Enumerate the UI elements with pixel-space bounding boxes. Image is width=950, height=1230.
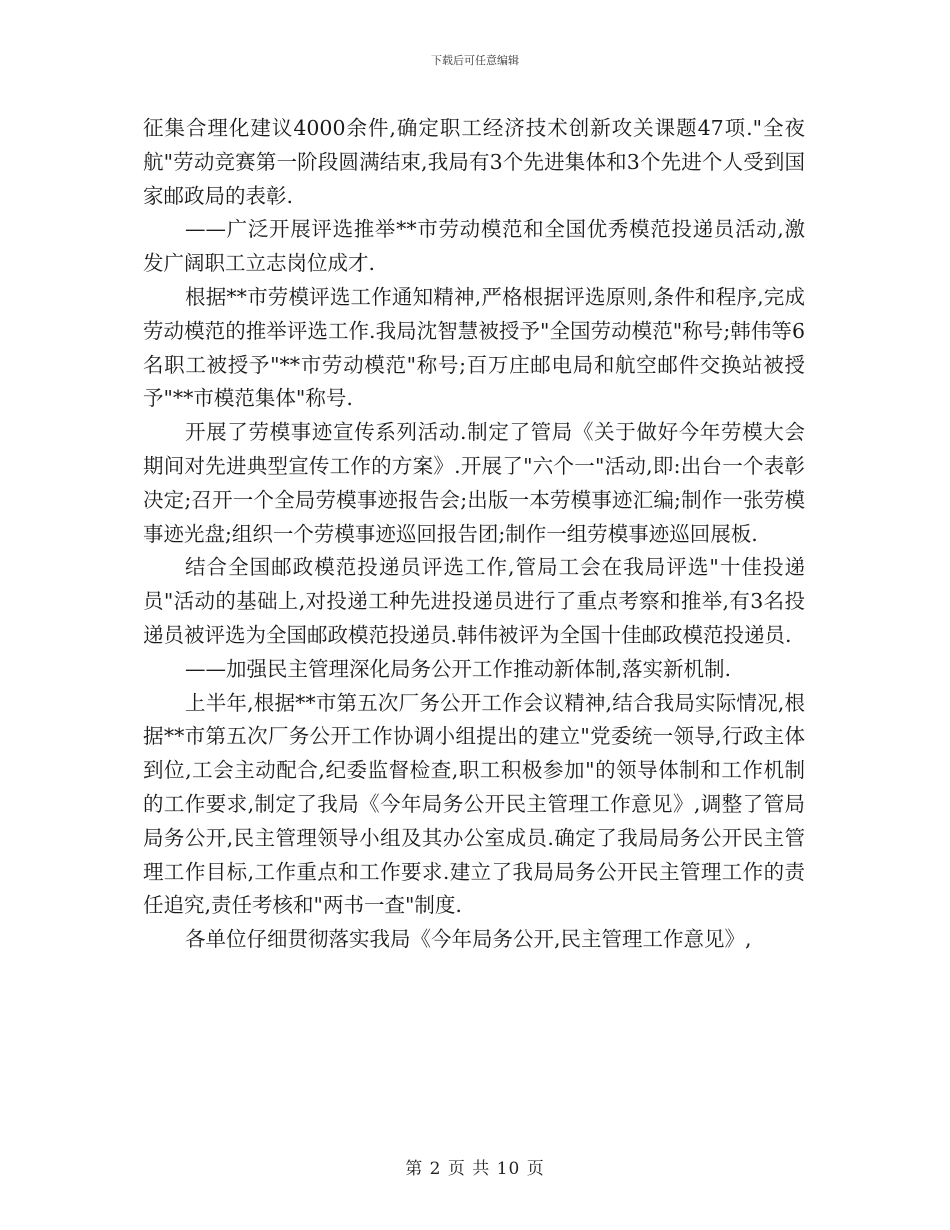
paragraph-5: 结合全国邮政模范投递员评选工作,管局工会在我局评选"十佳投递员"活动的基础上,对投递工种先进投递员进行了重点考察和推举,有3名投递员被评选为全国邮政模范投递员.韩伟被评为全国十佳邮政模范投递员.	[143, 555, 805, 647]
paragraph-8: 各单位仔细贯彻落实我局《今年局务公开,民主管理工作意见》,	[185, 927, 752, 952]
document-body	[143, 112, 805, 957]
page-header: 下载后可任意编辑	[431, 54, 519, 67]
paragraph-7: 上半年,根据**市第五次厂务公开工作会议精神,结合我局实际情况,根据**市第五次厂务公开工作协调小组提出的建立"党委统一领导,行政主体到位,工会主动配合,纪委监督检查,职工积极参加"的领导体制和工作机制的工作要求,制定了我局《今年局务公开民主管理工作意见》,调整了管局局务公开,民主管理领导小组及其办公室成员.确定了我局局务公开民主管理工作目标,工作重点和工作要求.建立了我局局务公开民主管理工作的责任追究,责任考核和"两书一查"制度.	[143, 690, 805, 918]
paragraph-6: ——加强民主管理深化局务公开工作推动新体制,落实新机制.	[185, 656, 732, 681]
paragraph-4: 开展了劳模事迹宣传系列活动.制定了管局《关于做好今年劳模大会期间对先进典型宣传工作的方案》.开展了"六个一"活动,即:出台一个表彰决定;召开一个全局劳模事迹报告会;出版一本劳模事迹汇编;制作一张劳模事迹光盘;组织一个劳模事迹巡回报告团;制作一组劳模事迹巡回展板.	[143, 420, 805, 546]
paragraph-1: 征集合理化建议4000余件,确定职工经济技术创新攻关课题47项."全夜航"劳动竞赛第一阶段圆满结束,我局有3个先进集体和3个先进个人受到国家邮政局的表彰.	[143, 116, 805, 208]
paragraph-3: 根据**市劳模评选工作通知精神,严格根据评选原则,条件和程序,完成劳动模范的推举评选工作.我局沈智慧被授予"全国劳动模范"称号;韩伟等6名职工被授予"**市劳动模范"称号;百万庄邮电局和航空邮件交换站被授予"**市模范集体"称号.	[143, 284, 805, 411]
page-number-footer: 第 2 页 共 10 页	[405, 1159, 545, 1179]
paragraph-2: ——广泛开展评选推举**市劳动模范和全国优秀模范投递员活动,激发广阔职工立志岗位成才.	[143, 217, 805, 276]
